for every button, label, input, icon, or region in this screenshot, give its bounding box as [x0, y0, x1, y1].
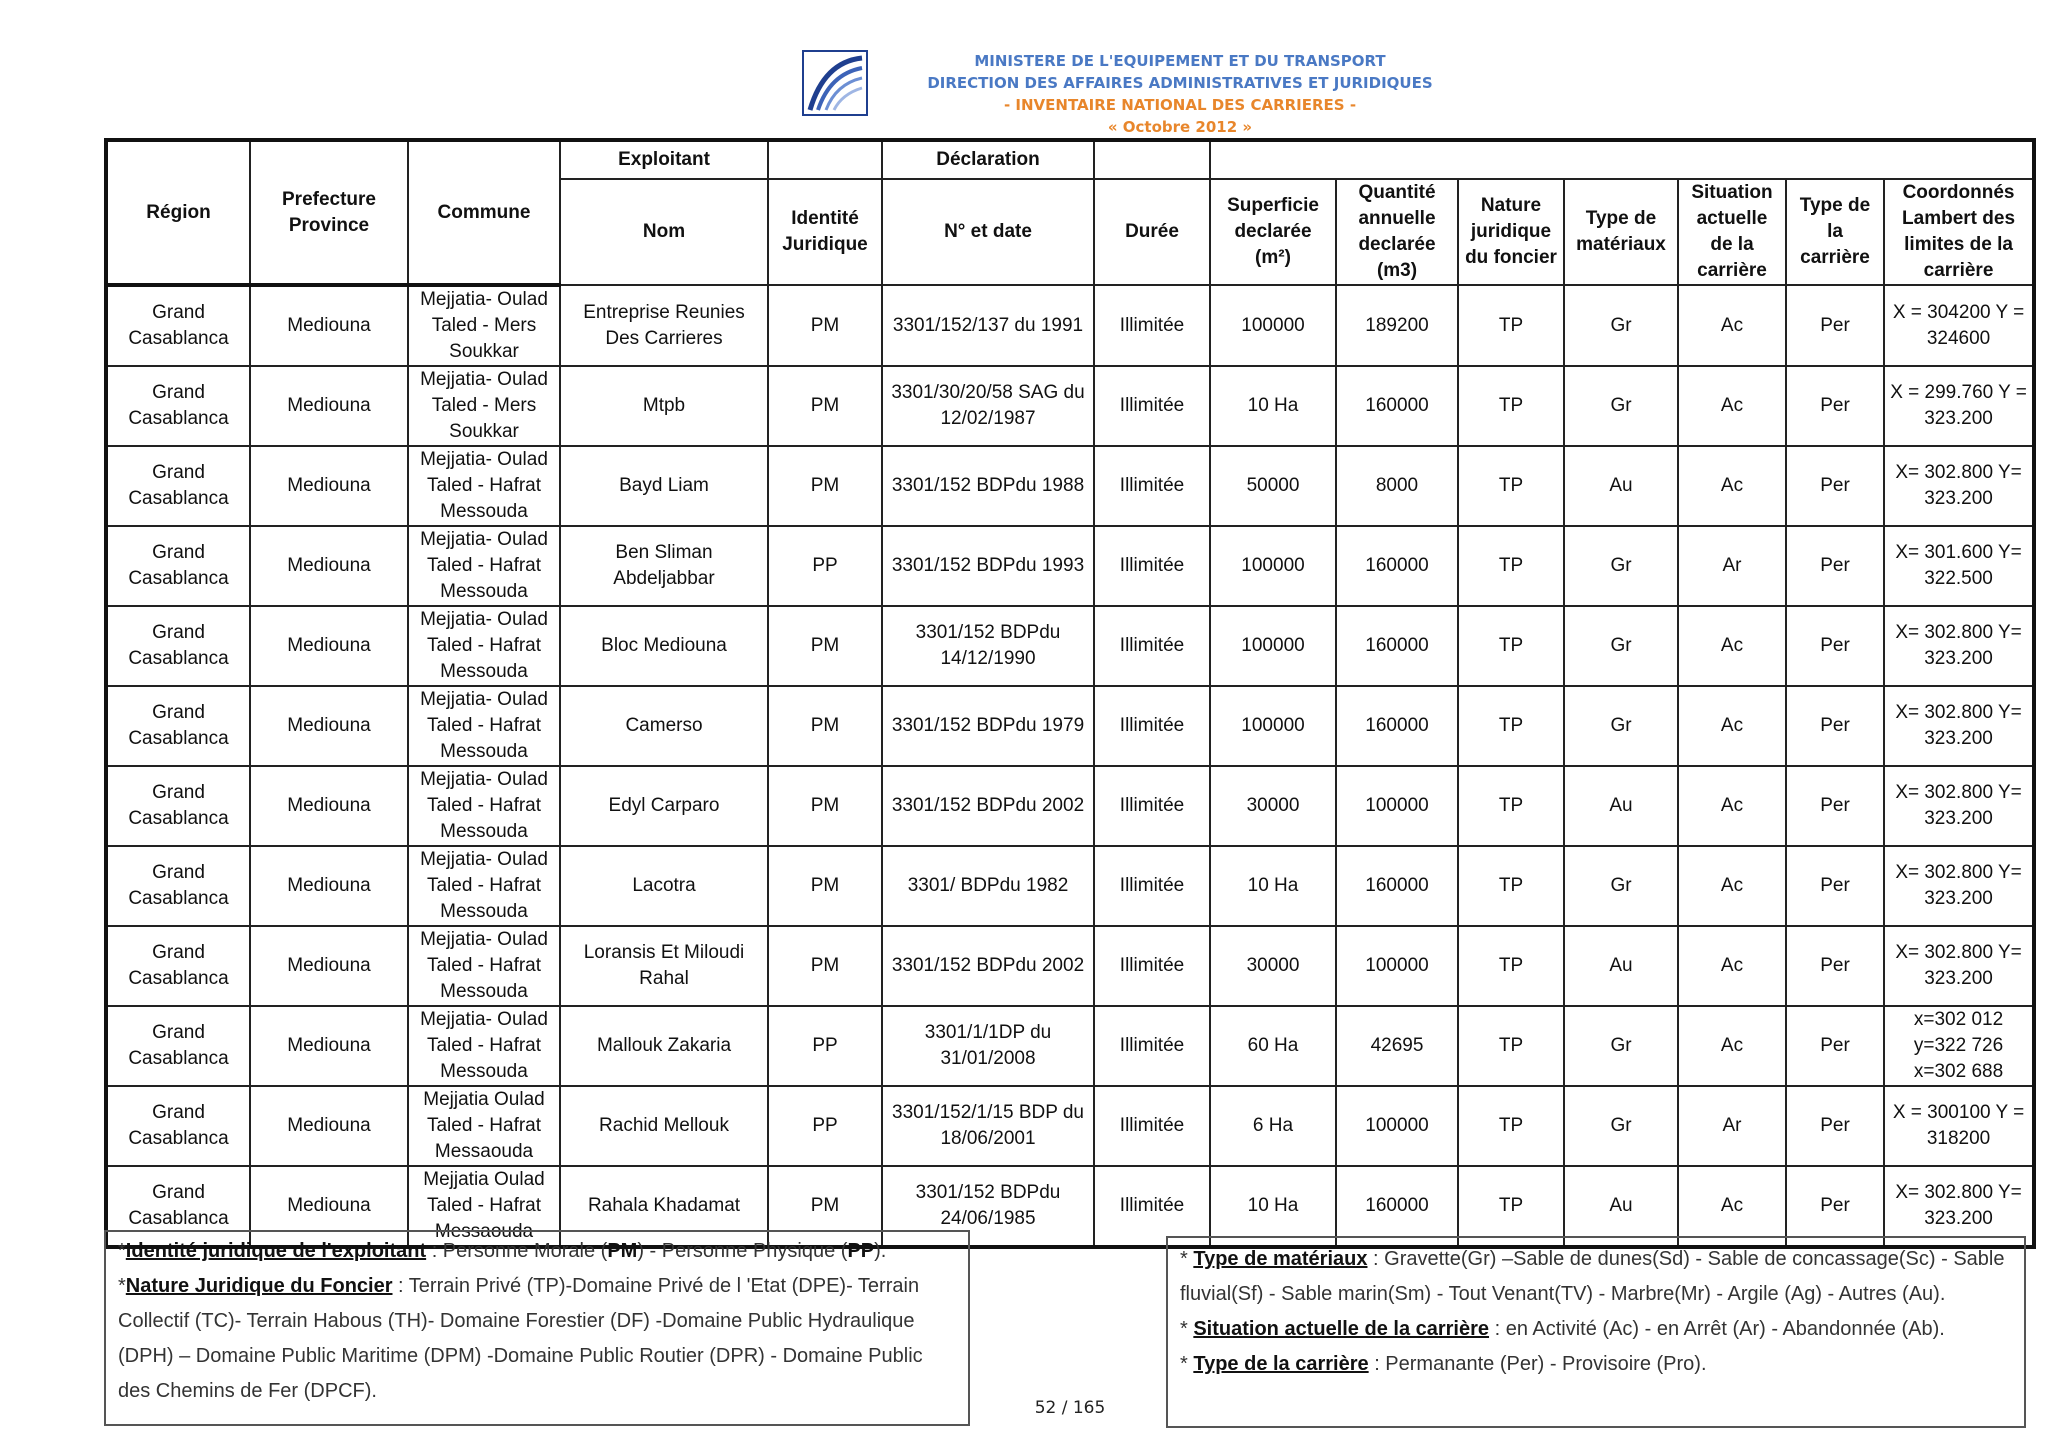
legend-materiaux [1166, 1236, 2026, 1428]
table-row [106, 1086, 2034, 1166]
cell-nom: Edyl Carparo [560, 766, 768, 846]
cell-commune: Mejjatia- Oulad Taled - Mers Soukkar [408, 366, 560, 446]
cell-numero: 3301/152 BDPdu 2002 [882, 926, 1094, 1006]
legend-situation-line: * Situation actuelle de la carrière : en Activité (Ac) - en Arrêt (Ar) - Abandonnée (Ab). [1180, 1318, 1945, 1340]
cell-duree: Illimitée [1094, 526, 1210, 606]
group-header-blank-2 [1094, 140, 1210, 179]
cell-nom: Ben Sliman Abdeljabbar [560, 526, 768, 606]
cell-region: Grand Casablanca [106, 606, 250, 686]
cell-prefecture: Mediouna [250, 846, 408, 926]
cell-duree: Illimitée [1094, 285, 1210, 366]
cell-nature: TP [1458, 926, 1564, 1006]
cell-region: Grand Casablanca [106, 766, 250, 846]
cell-prefecture: Mediouna [250, 606, 408, 686]
cell-region: Grand Casablanca [106, 366, 250, 446]
cell-type-carriere: Per [1786, 846, 1884, 926]
cell-coordonnees: X = 300100 Y = 318200 [1884, 1086, 2034, 1166]
cell-prefecture: Mediouna [250, 526, 408, 606]
cell-commune: Mejjatia- Oulad Taled - Hafrat Messouda [408, 606, 560, 686]
legend-materiaux-text: : Gravette(Gr) –Sable de dunes(Sd) - Sable de concassage(Sc) - Sable fluvial(Sf) - Sable marin(Sm) - Tout Venant(TV) - Marbre(Mr) - Argile (Ag) - Autres (Au). [1180, 1248, 2005, 1305]
cell-quantite: 160000 [1336, 526, 1458, 606]
cell-superficie: 10 Ha [1210, 846, 1336, 926]
cell-situation: Ac [1678, 366, 1786, 446]
cell-situation: Ac [1678, 446, 1786, 526]
cell-identite: PP [768, 1086, 882, 1166]
table-row [106, 686, 2034, 766]
legend-materiaux-title: Type de matériaux [1193, 1248, 1368, 1270]
cell-region: Grand Casablanca [106, 285, 250, 366]
cell-region: Grand Casablanca [106, 1086, 250, 1166]
cell-nature: TP [1458, 846, 1564, 926]
cell-nom: Entreprise Reunies Des Carrieres [560, 285, 768, 366]
cell-quantite: 160000 [1336, 606, 1458, 686]
cell-coordonnees: x=302 012 y=322 726 x=302 688 [1884, 1006, 2034, 1086]
cell-duree: Illimitée [1094, 926, 1210, 1006]
cell-identite: PM [768, 686, 882, 766]
cell-quantite: 8000 [1336, 446, 1458, 526]
col-header-region: Région [106, 140, 250, 285]
cell-quantite: 160000 [1336, 366, 1458, 446]
cell-coordonnees: X= 302.800 Y= 323.200 [1884, 446, 2034, 526]
cell-type-materiaux: Gr [1564, 366, 1678, 446]
cell-commune: Mejjatia- Oulad Taled - Hafrat Messouda [408, 526, 560, 606]
cell-quantite: 189200 [1336, 285, 1458, 366]
cell-coordonnees: X= 302.800 Y= 323.200 [1884, 926, 2034, 1006]
cell-region: Grand Casablanca [106, 1166, 250, 1247]
cell-superficie: 30000 [1210, 926, 1336, 1006]
directorate-name: DIRECTION DES AFFAIRES ADMINISTRATIVES ET JURIDIQUES [927, 74, 1433, 92]
col-header-superficie: Superficie declarée (m²) [1210, 179, 1336, 285]
cell-type-carriere: Per [1786, 526, 1884, 606]
cell-nom: Bayd Liam [560, 446, 768, 526]
cell-superficie: 50000 [1210, 446, 1336, 526]
cell-situation: Ac [1678, 846, 1786, 926]
cell-type-materiaux: Au [1564, 446, 1678, 526]
cell-identite: PP [768, 1006, 882, 1086]
legend-identite-text-c: ). [874, 1240, 887, 1262]
cell-nature: TP [1458, 766, 1564, 846]
ministry-name: MINISTERE DE L'EQUIPEMENT ET DU TRANSPORT [974, 52, 1386, 70]
legend-identite-pp: PP [847, 1240, 875, 1262]
cell-duree: Illimitée [1094, 1166, 1210, 1247]
cell-identite: PM [768, 446, 882, 526]
cell-prefecture: Mediouna [250, 1086, 408, 1166]
cell-commune: Mejjatia Oulad Taled - Hafrat Messaouda [408, 1086, 560, 1166]
cell-nature: TP [1458, 606, 1564, 686]
cell-prefecture: Mediouna [250, 766, 408, 846]
cell-type-carriere: Per [1786, 1006, 1884, 1086]
cell-superficie: 100000 [1210, 285, 1336, 366]
cell-commune: Mejjatia Oulad Taled - Hafrat Messaouda [408, 1166, 560, 1247]
cell-prefecture: Mediouna [250, 686, 408, 766]
table-row [106, 606, 2034, 686]
cell-identite: PP [768, 526, 882, 606]
cell-situation: Ac [1678, 1166, 1786, 1247]
cell-nature: TP [1458, 526, 1564, 606]
group-header-blank-1 [768, 140, 882, 179]
cell-type-carriere: Per [1786, 446, 1884, 526]
cell-coordonnees: X= 302.800 Y= 323.200 [1884, 606, 2034, 686]
cell-nature: TP [1458, 1166, 1564, 1247]
cell-situation: Ac [1678, 285, 1786, 366]
cell-identite: PM [768, 606, 882, 686]
cell-nom: Rachid Mellouk [560, 1086, 768, 1166]
cell-quantite: 160000 [1336, 1166, 1458, 1247]
cell-identite: PM [768, 1166, 882, 1247]
cell-type-materiaux: Gr [1564, 526, 1678, 606]
cell-quantite: 160000 [1336, 686, 1458, 766]
table-row [106, 366, 2034, 446]
cell-superficie: 30000 [1210, 766, 1336, 846]
cell-identite: PM [768, 846, 882, 926]
cell-identite: PM [768, 926, 882, 1006]
cell-duree: Illimitée [1094, 686, 1210, 766]
cell-type-carriere: Per [1786, 686, 1884, 766]
cell-superficie: 100000 [1210, 686, 1336, 766]
cell-duree: Illimitée [1094, 766, 1210, 846]
legend-type-carriere-text: : Permanante (Per) - Provisoire (Pro). [1368, 1353, 1707, 1375]
cell-coordonnees: X= 302.800 Y= 323.200 [1884, 1166, 2034, 1247]
col-header-prefecture: Prefecture Province [250, 140, 408, 285]
cell-superficie: 100000 [1210, 606, 1336, 686]
cell-region: Grand Casablanca [106, 686, 250, 766]
col-header-type-materiaux: Type de matériaux [1564, 179, 1678, 285]
cell-numero: 3301/152 BDPdu 24/06/1985 [882, 1166, 1094, 1247]
cell-numero: 3301/152/137 du 1991 [882, 285, 1094, 366]
group-header-exploitant: Exploitant [560, 140, 768, 179]
cell-type-carriere: Per [1786, 766, 1884, 846]
cell-nom: Loransis Et Miloudi Rahal [560, 926, 768, 1006]
cell-nom: Rahala Khadamat [560, 1166, 768, 1247]
legend-type-carriere-title: Type de la carrière [1193, 1353, 1369, 1375]
cell-prefecture: Mediouna [250, 366, 408, 446]
ministry-logo-icon [802, 50, 868, 116]
cell-type-materiaux: Gr [1564, 285, 1678, 366]
legend-identite-text-b: ) - Personne Physique ( [637, 1240, 848, 1262]
cell-prefecture: Mediouna [250, 1166, 408, 1247]
cell-situation: Ac [1678, 766, 1786, 846]
cell-quantite: 42695 [1336, 1006, 1458, 1086]
quarries-table [104, 138, 2036, 1249]
header-text-block [860, 50, 1500, 138]
cell-commune: Mejjatia- Oulad Taled - Hafrat Messouda [408, 686, 560, 766]
cell-nom: Mtpb [560, 366, 768, 446]
document-header [0, 48, 2048, 138]
table-row [106, 846, 2034, 926]
cell-superficie: 6 Ha [1210, 1086, 1336, 1166]
cell-region: Grand Casablanca [106, 1006, 250, 1086]
cell-nom: Lacotra [560, 846, 768, 926]
table-row [106, 446, 2034, 526]
legend-foncier-text: : Terrain Privé (TP)-Domaine Privé de l 'Etat (DPE)- Terrain Collectif (TC)- Terrain Habous (TH)- Domaine Forestier (DF) -Domaine Public Hydraulique (DPH) – Domaine Public Maritime (DPM) -Domaine Public Routier (DPR) - Domaine Public des Chemins de Fer (DPCF). [118, 1275, 923, 1402]
cell-numero: 3301/152 BDPdu 14/12/1990 [882, 606, 1094, 686]
table-row [106, 285, 2034, 366]
cell-numero: 3301/ BDPdu 1982 [882, 846, 1094, 926]
group-header-blank-3 [1210, 140, 2034, 179]
col-header-numero: N° et date [882, 179, 1094, 285]
cell-region: Grand Casablanca [106, 846, 250, 926]
cell-prefecture: Mediouna [250, 1006, 408, 1086]
cell-type-materiaux: Gr [1564, 1006, 1678, 1086]
cell-type-materiaux: Au [1564, 766, 1678, 846]
legend-materiaux-line: * Type de matériaux : Gravette(Gr) –Sable de dunes(Sd) - Sable de concassage(Sc) - Sable fluvial(Sf) - Sable marin(Sm) - Tout Venant(TV) - Marbre(Mr) - Argile (Ag) - Autres (Au). [1180, 1248, 2005, 1305]
cell-nom: Camerso [560, 686, 768, 766]
cell-coordonnees: X= 302.800 Y= 323.200 [1884, 686, 2034, 766]
cell-duree: Illimitée [1094, 446, 1210, 526]
inventory-date: « Octobre 2012 » [1107, 118, 1253, 136]
cell-prefecture: Mediouna [250, 926, 408, 1006]
cell-region: Grand Casablanca [106, 526, 250, 606]
cell-coordonnees: X = 299.760 Y = 323.200 [1884, 366, 2034, 446]
cell-situation: Ac [1678, 606, 1786, 686]
cell-type-materiaux: Gr [1564, 686, 1678, 766]
cell-type-materiaux: Gr [1564, 846, 1678, 926]
cell-identite: PM [768, 766, 882, 846]
cell-quantite: 100000 [1336, 1086, 1458, 1166]
cell-prefecture: Mediouna [250, 285, 408, 366]
cell-type-carriere: Per [1786, 366, 1884, 446]
cell-identite: PM [768, 285, 882, 366]
cell-region: Grand Casablanca [106, 446, 250, 526]
cell-numero: 3301/152 BDPdu 1988 [882, 446, 1094, 526]
cell-quantite: 100000 [1336, 926, 1458, 1006]
cell-nature: TP [1458, 1006, 1564, 1086]
page-number: 52 / 165 [1034, 1398, 1106, 1418]
cell-nature: TP [1458, 366, 1564, 446]
legend-foncier-title: Nature Juridique du Foncier [125, 1275, 393, 1297]
cell-duree: Illimitée [1094, 606, 1210, 686]
cell-nom: Mallouk Zakaria [560, 1006, 768, 1086]
col-header-type-carriere: Type de la carrière [1786, 179, 1884, 285]
cell-situation: Ac [1678, 1006, 1786, 1086]
legend-identite-pm: PM [607, 1240, 638, 1262]
legend-situation-title: Situation actuelle de la carrière [1193, 1318, 1490, 1340]
cell-situation: Ac [1678, 926, 1786, 1006]
cell-duree: Illimitée [1094, 1006, 1210, 1086]
cell-situation: Ac [1678, 686, 1786, 766]
cell-quantite: 160000 [1336, 846, 1458, 926]
legend-identite-title: Identité juridique de l'exploitant [125, 1240, 427, 1262]
cell-superficie: 10 Ha [1210, 366, 1336, 446]
cell-identite: PM [768, 366, 882, 446]
col-header-quantite: Quantité annuelle declarée (m3) [1336, 179, 1458, 285]
cell-duree: Illimitée [1094, 1086, 1210, 1166]
cell-coordonnees: X = 304200 Y = 324600 [1884, 285, 2034, 366]
legend-foncier-line: *Nature Juridique du Foncier : Terrain Privé (TP)-Domaine Privé de l 'Etat (DPE)- Terrain Collectif (TC)- Terrain Habous (TH)- Domaine Forestier (DF) -Domaine Public Hydraulique (DPH) – Domaine Public Maritime (DPM) -Domaine Public Routier (DPR) - Domaine Public des Chemins de Fer (DPCF). [118, 1275, 923, 1402]
col-header-situation: Situation actuelle de la carrière [1678, 179, 1786, 285]
legend-identite-line: *Identité juridique de l'exploitant : Personne Morale (PM) - Personne Physique (PP). [118, 1240, 887, 1262]
cell-commune: Mejjatia- Oulad Taled - Mers Soukkar [408, 285, 560, 366]
inventory-title: - INVENTAIRE NATIONAL DES CARRIERES - [1003, 96, 1357, 114]
cell-nom: Bloc Mediouna [560, 606, 768, 686]
cell-numero: 3301/152/1/15 BDP du 18/06/2001 [882, 1086, 1094, 1166]
cell-type-carriere: Per [1786, 606, 1884, 686]
cell-type-carriere: Per [1786, 285, 1884, 366]
cell-commune: Mejjatia- Oulad Taled - Hafrat Messouda [408, 766, 560, 846]
legend-type-carriere-line: * Type de la carrière : Permanante (Per) - Provisoire (Pro). [1180, 1353, 1707, 1375]
cell-numero: 3301/152 BDPdu 2002 [882, 766, 1094, 846]
cell-duree: Illimitée [1094, 846, 1210, 926]
cell-situation: Ar [1678, 526, 1786, 606]
cell-nature: TP [1458, 285, 1564, 366]
cell-numero: 3301/152 BDPdu 1979 [882, 686, 1094, 766]
cell-region: Grand Casablanca [106, 926, 250, 1006]
cell-superficie: 60 Ha [1210, 1006, 1336, 1086]
table-row [106, 766, 2034, 846]
col-header-coordonnees: Coordonnés Lambert des limites de la carrière [1884, 179, 2034, 285]
cell-nature: TP [1458, 686, 1564, 766]
table-group-header-row [106, 140, 2034, 179]
cell-commune: Mejjatia- Oulad Taled - Hafrat Messouda [408, 446, 560, 526]
cell-type-materiaux: Au [1564, 926, 1678, 1006]
cell-type-materiaux: Au [1564, 1166, 1678, 1247]
cell-prefecture: Mediouna [250, 446, 408, 526]
cell-type-carriere: Per [1786, 1166, 1884, 1247]
table-body [106, 285, 2034, 1247]
legend-identite-text-a: : Personne Morale ( [426, 1240, 608, 1262]
cell-quantite: 100000 [1336, 766, 1458, 846]
cell-commune: Mejjatia- Oulad Taled - Hafrat Messouda [408, 846, 560, 926]
cell-situation: Ar [1678, 1086, 1786, 1166]
cell-coordonnees: X= 301.600 Y= 322.500 [1884, 526, 2034, 606]
cell-nature: TP [1458, 1086, 1564, 1166]
cell-duree: Illimitée [1094, 366, 1210, 446]
cell-coordonnees: X= 302.800 Y= 323.200 [1884, 846, 2034, 926]
cell-type-carriere: Per [1786, 926, 1884, 1006]
cell-type-carriere: Per [1786, 1086, 1884, 1166]
col-header-commune: Commune [408, 140, 560, 285]
cell-commune: Mejjatia- Oulad Taled - Hafrat Messouda [408, 1006, 560, 1086]
cell-type-materiaux: Gr [1564, 1086, 1678, 1166]
col-header-nature: Nature juridique du foncier [1458, 179, 1564, 285]
cell-coordonnees: X= 302.800 Y= 323.200 [1884, 766, 2034, 846]
legend-situation-text: : en Activité (Ac) - en Arrêt (Ar) - Abandonnée (Ab). [1489, 1318, 1945, 1340]
group-header-declaration: Déclaration [882, 140, 1094, 179]
cell-superficie: 10 Ha [1210, 1166, 1336, 1247]
col-header-nom: Nom [560, 179, 768, 285]
table-row [106, 526, 2034, 606]
col-header-duree: Durée [1094, 179, 1210, 285]
cell-numero: 3301/30/20/58 SAG du 12/02/1987 [882, 366, 1094, 446]
cell-nature: TP [1458, 446, 1564, 526]
col-header-identite: Identité Juridique [768, 179, 882, 285]
table-row [106, 1006, 2034, 1086]
cell-commune: Mejjatia- Oulad Taled - Hafrat Messouda [408, 926, 560, 1006]
cell-type-materiaux: Gr [1564, 606, 1678, 686]
cell-superficie: 100000 [1210, 526, 1336, 606]
cell-numero: 3301/1/1DP du 31/01/2008 [882, 1006, 1094, 1086]
legend-juridique [104, 1230, 970, 1426]
cell-numero: 3301/152 BDPdu 1993 [882, 526, 1094, 606]
table-row [106, 926, 2034, 1006]
